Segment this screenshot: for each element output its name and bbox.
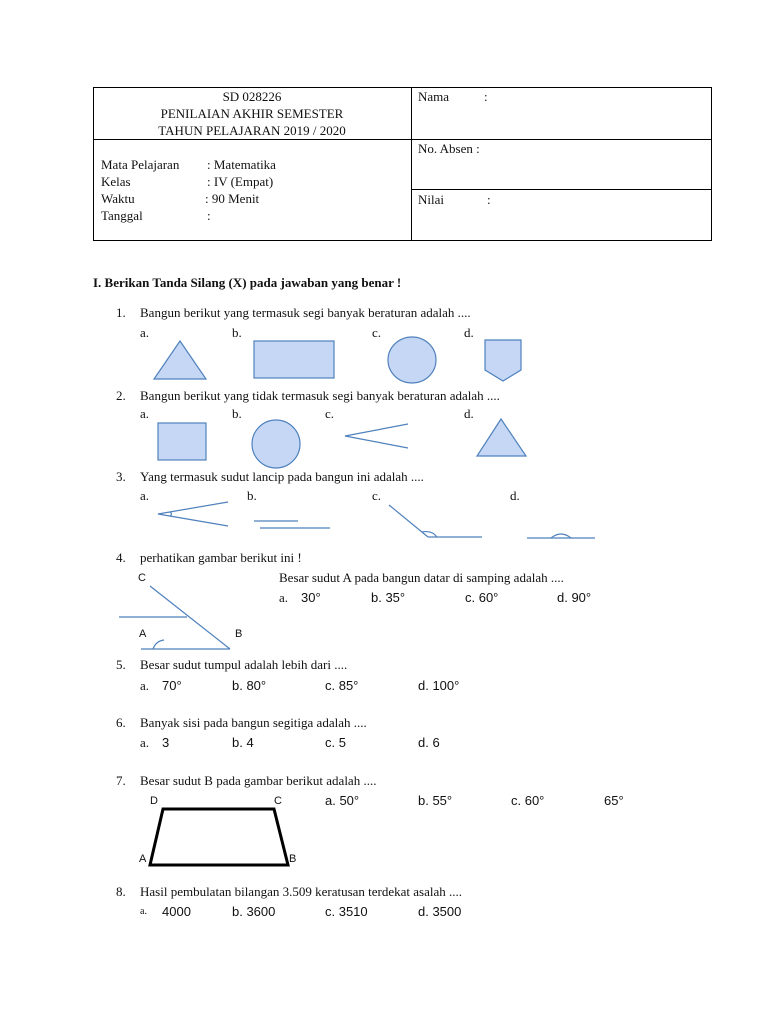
q2-circle-shape[interactable] <box>252 420 300 468</box>
q2-option-c[interactable]: c. <box>325 406 335 421</box>
q6-option-b[interactable]: b. 4 <box>232 735 254 750</box>
q8-option-d[interactable]: d. 3500 <box>418 904 462 919</box>
q2-option-d[interactable]: d. <box>464 406 474 421</box>
q3-obtuse-angle-c[interactable] <box>389 505 482 537</box>
q2-square-shape[interactable] <box>158 423 206 460</box>
name-colon: : <box>484 89 488 104</box>
q3-option-b[interactable]: b. <box>247 488 257 503</box>
q2-option-b[interactable]: b. <box>232 406 242 421</box>
q1-rectangle-shape[interactable] <box>254 341 334 378</box>
exam-title: PENILAIAN AKHIR SEMESTER <box>160 106 344 121</box>
q6-number: 6. <box>116 715 126 730</box>
class-value: : IV (Empat) <box>207 174 274 189</box>
score-colon: : <box>487 192 491 207</box>
q2-triangle-shape[interactable] <box>477 419 526 456</box>
q6-option-a[interactable]: a. <box>140 735 150 750</box>
q5-text: Besar sudut tumpul adalah lebih dari .... <box>140 657 348 672</box>
q7-text: Besar sudut B pada gambar berikut adalah .... <box>140 773 377 788</box>
subject-value: : Matematika <box>207 157 276 172</box>
q1-triangle-shape[interactable] <box>154 341 206 379</box>
date-value: : <box>207 208 211 223</box>
q6-option-c[interactable]: c. 5 <box>325 735 346 750</box>
q7-label-a: A <box>139 853 147 865</box>
section-title: I. Berikan Tanda Silang (X) pada jawaban yang benar ! <box>93 275 402 290</box>
time-label: Waktu <box>101 191 135 206</box>
q4-label-b: B <box>235 628 243 640</box>
q8-text: Hasil pembulatan bilangan 3.509 keratusan terdekat asalah .... <box>140 884 463 899</box>
score-label: Nilai <box>418 192 444 207</box>
q4-number: 4. <box>116 550 126 565</box>
q7-label-b: B <box>289 853 297 865</box>
exam-year: TAHUN PELAJARAN 2019 / 2020 <box>158 123 346 138</box>
date-label: Tanggal <box>101 208 143 223</box>
q8-option-a[interactable]: a. <box>140 906 147 917</box>
q7-trapezoid <box>150 809 288 865</box>
q4-option-d[interactable]: d. 90° <box>557 590 592 605</box>
q5-option-d[interactable]: d. 100° <box>418 678 460 693</box>
q4-label-a: A <box>139 628 147 640</box>
q1-circle-shape[interactable] <box>388 337 436 383</box>
q1-pentagon-shape[interactable] <box>485 340 521 381</box>
q8-number: 8. <box>116 884 126 899</box>
name-label: Nama <box>418 89 450 104</box>
q4-text: perhatikan gambar berikut ini ! <box>140 550 302 565</box>
q7-option-c[interactable]: c. 60° <box>511 793 545 808</box>
q1-option-a[interactable]: a. <box>140 325 150 340</box>
q1-option-c[interactable]: c. <box>372 325 382 340</box>
q6-option-a-value[interactable]: 3 <box>162 735 170 750</box>
q1-option-d[interactable]: d. <box>464 325 474 340</box>
q7-option-b[interactable]: b. 55° <box>418 793 453 808</box>
q8-option-a-value[interactable]: 4000 <box>162 904 191 919</box>
q5-number: 5. <box>116 657 126 672</box>
q6-text: Banyak sisi pada bangun segitiga adalah .... <box>140 715 367 730</box>
q3-option-c[interactable]: c. <box>372 488 382 503</box>
q3-option-a[interactable]: a. <box>140 488 150 503</box>
q7-option-a[interactable]: a. 50° <box>325 793 360 808</box>
q7-label-c: C <box>274 795 282 807</box>
school-name: SD 028226 <box>222 89 282 104</box>
q1-number: 1. <box>116 305 126 320</box>
q4-option-b[interactable]: b. 35° <box>371 590 406 605</box>
q4-figure <box>119 586 230 649</box>
q3-acute-angle-a[interactable] <box>158 502 228 526</box>
q5-option-a[interactable]: a. <box>140 678 150 693</box>
class-label: Kelas <box>101 174 131 189</box>
q5-option-b[interactable]: b. 80° <box>232 678 267 693</box>
q3-option-d[interactable]: d. <box>510 488 520 503</box>
q6-option-d[interactable]: d. 6 <box>418 735 440 750</box>
q7-number: 7. <box>116 773 126 788</box>
q2-text: Bangun berikut yang tidak termasuk segi banyak beraturan adalah .... <box>140 388 500 403</box>
q1-option-b[interactable]: b. <box>232 325 242 340</box>
q2-number: 2. <box>116 388 126 403</box>
q8-option-c[interactable]: c. 3510 <box>325 904 368 919</box>
q7-label-d: D <box>150 795 158 807</box>
q4-subtext: Besar sudut A pada bangun datar di samping adalah .... <box>279 570 564 585</box>
q4-option-c[interactable]: c. 60° <box>465 590 499 605</box>
q3-angle-b[interactable] <box>254 521 330 528</box>
q4-label-c: C <box>138 572 146 584</box>
q1-text: Bangun berikut yang termasuk segi banyak beraturan adalah .... <box>140 305 471 320</box>
q7-option-d[interactable]: 65° <box>604 793 624 808</box>
q4-option-a-value[interactable]: 30° <box>301 590 321 605</box>
absen-label: No. Absen : <box>418 141 480 156</box>
q2-angle-shape[interactable] <box>345 424 408 448</box>
q3-text: Yang termasuk sudut lancip pada bangun ini adalah .... <box>140 469 424 484</box>
time-value: : 90 Menit <box>205 191 260 206</box>
q4-option-a[interactable]: a. <box>279 590 289 605</box>
subject-label: Mata Pelajaran <box>101 157 180 172</box>
q3-number: 3. <box>116 469 126 484</box>
q5-option-a-value[interactable]: 70° <box>162 678 182 693</box>
q2-option-a[interactable]: a. <box>140 406 150 421</box>
q8-option-b[interactable]: b. 3600 <box>232 904 276 919</box>
q3-straight-angle-d[interactable] <box>527 534 595 538</box>
q5-option-c[interactable]: c. 85° <box>325 678 359 693</box>
